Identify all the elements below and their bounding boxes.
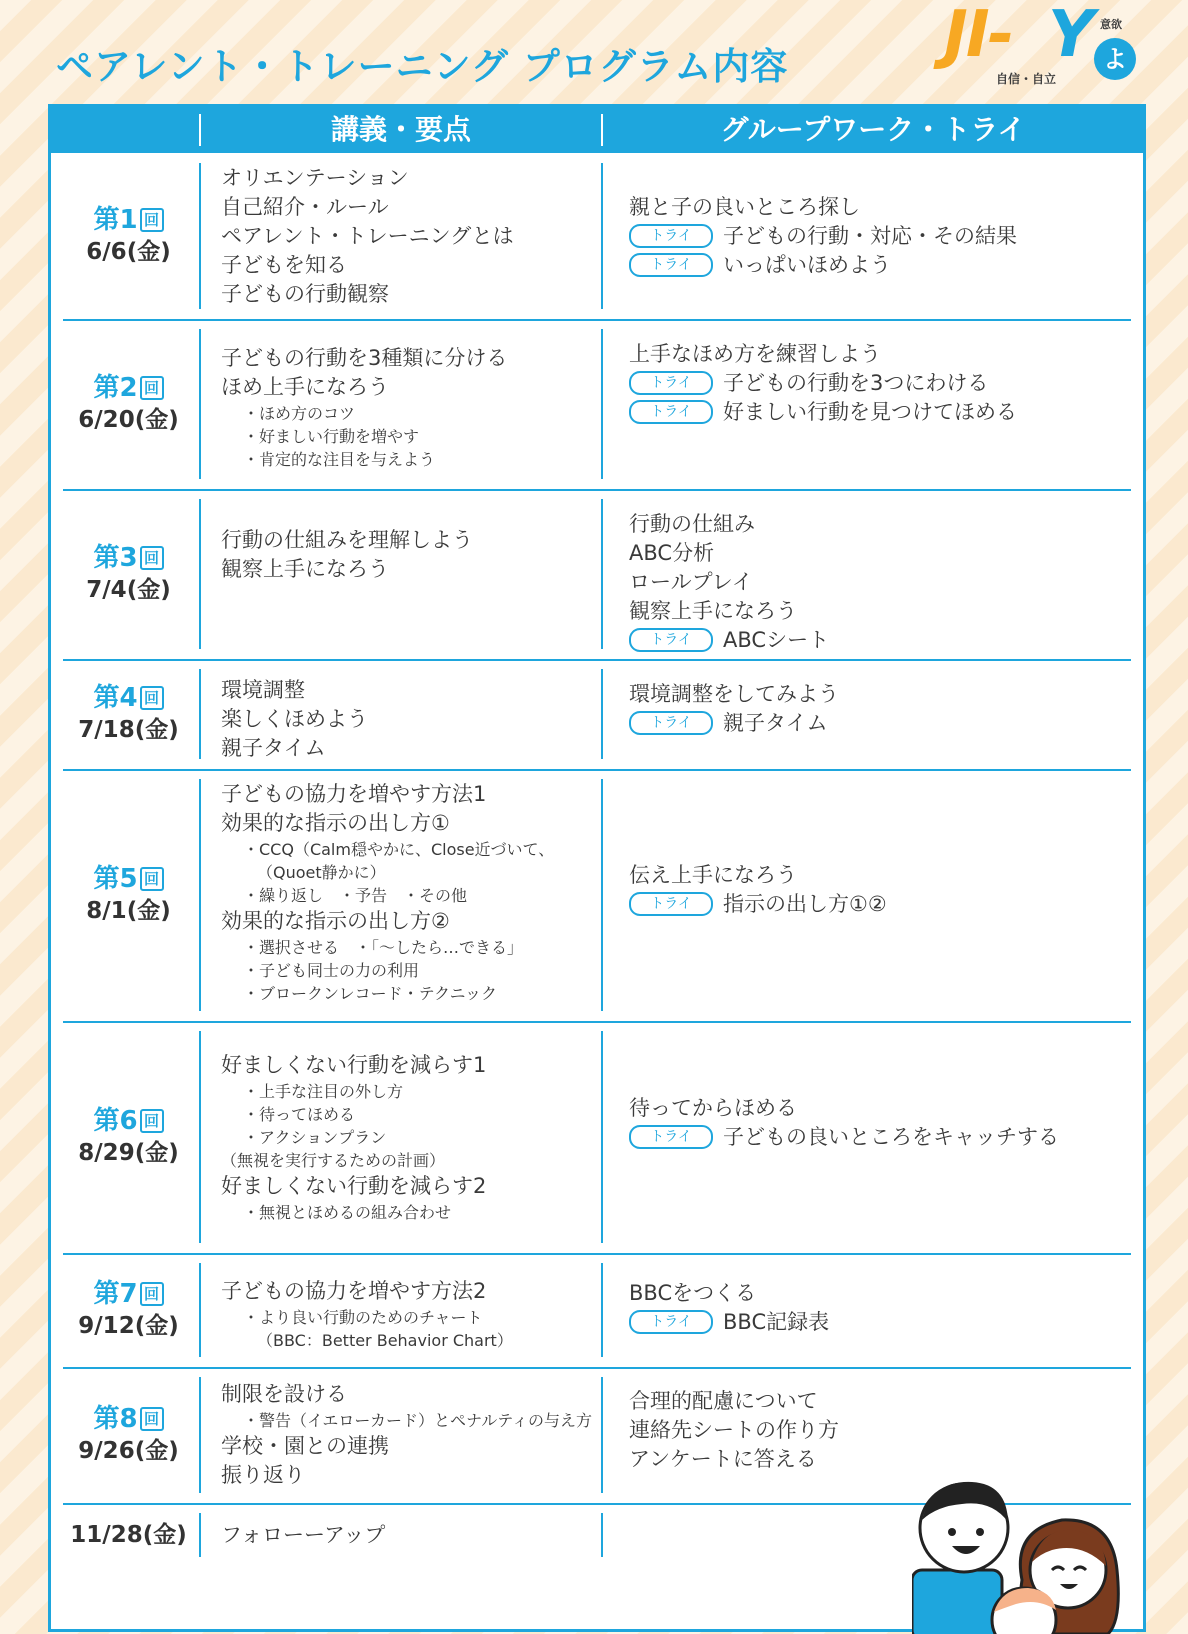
group-work-item: [629, 193, 1129, 222]
session-number-text: 第6: [93, 1106, 138, 1136]
group-work-text: 親子タイム: [723, 711, 828, 735]
session-cell: [51, 682, 206, 746]
lecture-item: 子どもの行動を3種類に分ける: [221, 346, 508, 370]
group-work-text: 指示の出し方①②: [723, 892, 887, 916]
lecture-item: フォローーアップ: [221, 1523, 386, 1547]
session-date: 7/18(金): [78, 717, 179, 743]
lecture-item: 行動の仕組みを理解しよう: [221, 528, 473, 552]
session-number-text: 第7: [93, 1279, 138, 1309]
kai-badge: 回: [140, 376, 164, 400]
row-divider: [63, 1253, 1131, 1255]
lecture-subitem: ・より良い行動のためのチャート: [243, 1308, 483, 1327]
try-badge: トライ: [629, 400, 713, 424]
lecture-item: 子どもを知る: [221, 253, 347, 277]
group-work-text: 上手なほめ方を練習しよう: [629, 342, 881, 366]
session-date: 9/12(金): [78, 1313, 179, 1339]
try-badge: トライ: [629, 371, 713, 395]
row-divider: [63, 1021, 1131, 1023]
lecture-item: 学校・園との連携: [221, 1434, 389, 1458]
table-row: [51, 659, 1143, 769]
lecture-subitem: ・肯定的な注目を与えよう: [243, 450, 436, 469]
group-work-text: 親と子の良いところ探し: [629, 195, 860, 219]
kai-badge: 回: [140, 546, 164, 570]
logo-circle: よ: [1094, 38, 1136, 80]
lecture-item: 効果的な指示の出し方①: [221, 811, 450, 835]
group-work-text: 好ましい行動を見つけてほめる: [723, 400, 1017, 424]
try-item: [629, 1308, 1129, 1337]
lecture-subitem: （無視を実行するための計画）: [221, 1151, 446, 1170]
try-item: [629, 369, 1129, 398]
group-work-cell: [629, 1387, 1129, 1474]
try-item: [629, 222, 1129, 251]
group-work-cell: [629, 193, 1129, 280]
session-number-text: 第8: [93, 1404, 138, 1434]
lecture-cell: [221, 164, 621, 309]
table-row: [51, 1253, 1143, 1367]
lecture-item: 環境調整: [221, 678, 305, 702]
lecture-cell: [221, 1051, 621, 1224]
lecture-item: 子どもの協力を増やす方法2: [221, 1279, 487, 1303]
session-number: [51, 204, 206, 236]
lecture-cell: [221, 1521, 621, 1550]
group-work-text: ABC分析: [629, 541, 715, 565]
group-work-item: [629, 680, 1129, 709]
table-row: [51, 769, 1143, 1021]
table-header: [51, 107, 1143, 153]
session-number-text: 第5: [93, 864, 138, 894]
group-work-text: 待ってからほめる: [629, 1096, 797, 1120]
lecture-cell: [221, 676, 621, 763]
try-item: [629, 709, 1129, 738]
lecture-item: 親子タイム: [221, 736, 326, 760]
row-divider: [63, 319, 1131, 321]
group-work-item: [629, 1387, 1129, 1416]
group-work-item: [629, 861, 1129, 890]
kai-badge: 回: [140, 1109, 164, 1133]
lecture-item: 観察上手になろう: [221, 557, 389, 581]
lecture-subitem: ・ブロークンレコード・テクニック: [243, 984, 498, 1003]
group-work-cell: [629, 861, 1129, 919]
lecture-subitem: （Quoet静かに）: [257, 863, 386, 882]
lecture-item: 子どもの協力を増やす方法1: [221, 782, 487, 806]
try-badge: トライ: [629, 1310, 713, 1334]
session-cell: [51, 1519, 206, 1551]
lecture-subitem: ・上手な注目の外し方: [243, 1082, 404, 1101]
lecture-item: ほめ上手になろう: [221, 375, 389, 399]
group-work-cell: [629, 680, 1129, 738]
lecture-subitem: ・好ましい行動を増やす: [243, 427, 420, 446]
session-date: 6/20(金): [78, 407, 179, 433]
session-number-text: 第1: [93, 205, 138, 235]
session-number-text: 第3: [93, 543, 138, 573]
try-item: [629, 398, 1129, 427]
lecture-item: ペアレント・トレーニングとは: [221, 224, 514, 248]
lecture-item: オリエンテーション: [221, 166, 409, 190]
group-work-item: [629, 1416, 1129, 1445]
session-date: 7/4(金): [86, 577, 171, 603]
lecture-cell: [221, 1380, 621, 1490]
group-work-item: [629, 1094, 1129, 1123]
lecture-item: 子どもの行動観察: [221, 282, 389, 306]
lecture-subitem: ・ほめ方のコツ: [243, 404, 356, 423]
table-row: [51, 319, 1143, 489]
family-illustration: [912, 1470, 1152, 1634]
group-work-text: 子どもの良いところをキャッチする: [723, 1125, 1059, 1149]
header-lecture: 講義・要点: [330, 113, 471, 146]
group-work-cell: [629, 1279, 1129, 1337]
try-item: [629, 1123, 1129, 1152]
lecture-subitem: ・アクションプラン: [243, 1128, 387, 1147]
group-work-text: ロールプレイ: [629, 570, 753, 594]
session-cell: [51, 1105, 206, 1169]
lecture-cell: [221, 344, 621, 471]
logo-iyoku: 意欲: [1100, 18, 1122, 31]
session-number: [51, 542, 206, 574]
session-number: [51, 863, 206, 895]
table-row: [51, 1021, 1143, 1253]
group-work-cell: [629, 510, 1129, 655]
lecture-item: 楽しくほめよう: [221, 707, 368, 731]
lecture-item: 効果的な指示の出し方②: [221, 909, 450, 933]
group-work-cell: [629, 340, 1129, 427]
try-item: [629, 626, 1129, 655]
row-divider: [63, 659, 1131, 661]
kai-badge: 回: [140, 1282, 164, 1306]
session-number: [51, 682, 206, 714]
session-cell: [51, 1278, 206, 1342]
kai-badge: 回: [140, 1407, 164, 1431]
try-badge: トライ: [629, 1125, 713, 1149]
logo-subtitle: 自信・自立: [996, 72, 1057, 86]
lecture-subitem: ・CCQ（Calm穏やかに、Close近づいて、: [243, 840, 555, 859]
group-work-text: 子どもの行動・対応・その結果: [723, 224, 1017, 248]
group-work-text: ABCシート: [723, 628, 830, 652]
kai-badge: 回: [140, 867, 164, 891]
lecture-item: 好ましくない行動を減らす1: [221, 1053, 487, 1077]
group-work-item: [629, 340, 1129, 369]
group-work-text: 子どもの行動を3つにわける: [723, 371, 989, 395]
session-number: [51, 372, 206, 404]
group-work-text: 伝え上手になろう: [629, 863, 797, 887]
group-work-text: BBC記録表: [723, 1310, 830, 1334]
session-date: 11/28(金): [70, 1522, 187, 1548]
session-cell: [51, 863, 206, 927]
lecture-cell: [221, 526, 621, 584]
group-work-text: 環境調整をしてみよう: [629, 682, 839, 706]
lecture-item: 制限を設ける: [221, 1382, 347, 1406]
try-badge: トライ: [629, 253, 713, 277]
group-work-text: 合理的配慮について: [629, 1389, 818, 1413]
try-item: [629, 890, 1129, 919]
session-date: 6/6(金): [86, 239, 171, 265]
session-cell: [51, 372, 206, 436]
session-date: 9/26(金): [78, 1438, 179, 1464]
row-divider: [63, 489, 1131, 491]
session-number-text: 第4: [93, 683, 138, 713]
session-cell: [51, 204, 206, 268]
group-work-text: 行動の仕組み: [629, 512, 755, 536]
session-date: 8/1(金): [86, 898, 171, 924]
group-work-text: 連絡先シートの作り方: [629, 1418, 839, 1442]
group-work-item: [629, 597, 1129, 626]
lecture-item: 好ましくない行動を減らす2: [221, 1174, 487, 1198]
lecture-item: 振り返り: [221, 1463, 305, 1487]
group-work-item: [629, 1279, 1129, 1308]
table-row: [51, 153, 1143, 319]
lecture-cell: [221, 1277, 621, 1352]
try-item: [629, 251, 1129, 280]
group-work-text: アンケートに答える: [629, 1447, 817, 1471]
row-divider: [63, 1367, 1131, 1369]
page-title: ペアレント・トレーニング プログラム内容: [56, 45, 789, 88]
group-work-text: 観察上手になろう: [629, 599, 797, 623]
lecture-subitem: ・警告（イエローカード）とペナルティの与え方: [243, 1411, 592, 1430]
group-work-item: [629, 539, 1129, 568]
logo-y: Y: [1048, 0, 1095, 72]
lecture-subitem: ・繰り返し ・予告 ・その他: [243, 886, 468, 905]
group-work-item: [629, 568, 1129, 597]
lecture-subitem: ・無視とほめるの組み合わせ: [243, 1203, 452, 1222]
table-row: [51, 489, 1143, 659]
program-table: [48, 104, 1146, 1632]
session-cell: [51, 542, 206, 606]
try-badge: トライ: [629, 892, 713, 916]
try-badge: トライ: [629, 224, 713, 248]
row-divider: [63, 769, 1131, 771]
logo-ji: JI-: [944, 0, 1013, 72]
session-date: 8/29(金): [78, 1140, 179, 1166]
lecture-cell: [221, 780, 621, 1005]
kai-badge: 回: [140, 686, 164, 710]
header-group: グループワーク・トライ: [720, 113, 1026, 146]
ji-yo-logo: [944, 0, 1144, 92]
group-work-text: BBCをつくる: [629, 1281, 757, 1305]
session-cell: [51, 1403, 206, 1467]
lecture-item: 自己紹介・ルール: [221, 195, 389, 219]
session-number: [51, 1105, 206, 1137]
group-work-item: [629, 510, 1129, 539]
try-badge: トライ: [629, 628, 713, 652]
lecture-subitem: ・選択させる ・「～したら…できる」: [243, 938, 524, 957]
try-badge: トライ: [629, 711, 713, 735]
session-number: [51, 1403, 206, 1435]
kai-badge: 回: [140, 208, 164, 232]
lecture-subitem: ・待ってほめる: [243, 1105, 356, 1124]
session-number: [51, 1278, 206, 1310]
lecture-subitem: （BBC：Better Behavior Chart）: [257, 1331, 513, 1350]
group-work-text: いっぱいほめよう: [723, 253, 891, 277]
session-number-text: 第2: [93, 373, 138, 403]
lecture-subitem: ・子ども同士の力の利用: [243, 961, 420, 980]
group-work-cell: [629, 1094, 1129, 1152]
